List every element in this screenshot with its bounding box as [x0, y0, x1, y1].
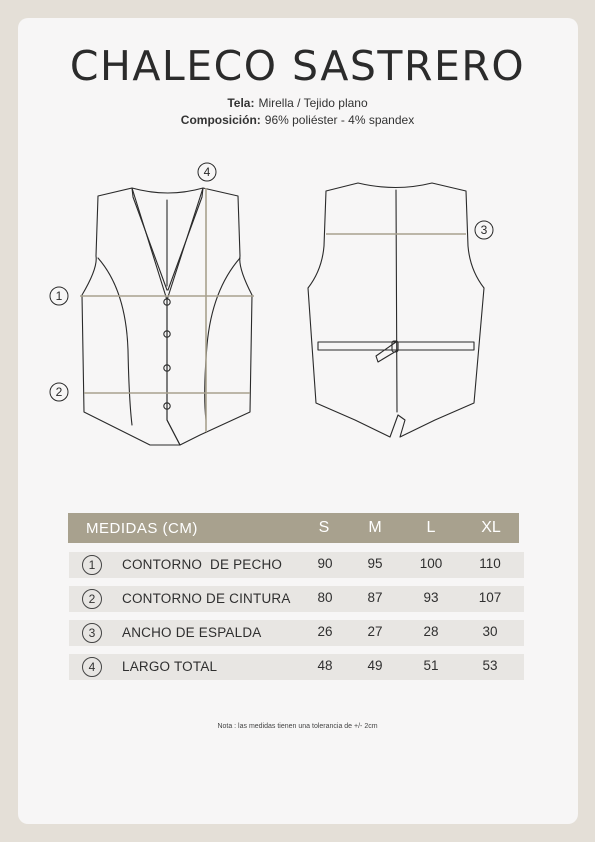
- row-number-badge: 4: [82, 657, 102, 677]
- row-number-badge: 2: [82, 589, 102, 609]
- size-header-s: S: [318, 519, 330, 536]
- size-header-m: M: [368, 519, 382, 536]
- value-l: 51: [423, 658, 439, 673]
- table-row: [69, 620, 524, 646]
- row-number-badge: 1: [82, 555, 102, 575]
- measure-label: CONTORNO DE PECHO: [122, 557, 283, 572]
- value-xl: 30: [482, 624, 498, 639]
- value-l: 28: [423, 624, 439, 639]
- value-m: 49: [367, 658, 383, 673]
- vest-front-illustration: [82, 188, 252, 445]
- measure-label: LARGO TOTAL: [122, 659, 218, 674]
- measurements-heading: MEDIDAS (CM): [86, 520, 198, 537]
- fabric-value: Mirella / Tejido plano: [258, 96, 368, 110]
- measure-label: CONTORNO DE CINTURA: [122, 591, 291, 606]
- table-row: [69, 586, 524, 612]
- value-xl: 110: [479, 556, 501, 571]
- value-l: 100: [419, 556, 443, 571]
- value-xl: 53: [482, 658, 498, 673]
- row-number-badge: 3: [82, 623, 102, 643]
- value-m: 87: [367, 590, 383, 605]
- value-xl: 107: [478, 590, 502, 605]
- marker-2-label: 2: [55, 385, 63, 399]
- vest-back-illustration: [308, 183, 484, 437]
- composition-label: Composición:: [180, 113, 261, 127]
- value-s: 80: [317, 590, 333, 605]
- tolerance-note: Nota : las medidas tienen una tolerancia de +/- 2cm: [217, 723, 378, 730]
- fabric-label: Tela:: [227, 96, 255, 110]
- table-row: [69, 552, 524, 578]
- value-l: 93: [423, 590, 439, 605]
- size-header-l: L: [426, 519, 436, 536]
- measure-label: ANCHO DE ESPALDA: [122, 625, 262, 640]
- marker-4-label: 4: [203, 165, 211, 179]
- page-title: CHALECO SASTRERO: [69, 42, 526, 90]
- marker-1-label: 1: [55, 289, 63, 303]
- marker-3-label: 3: [480, 223, 488, 237]
- value-s: 48: [317, 658, 333, 673]
- size-header-xl: XL: [481, 519, 501, 536]
- composition-value: 96% poliéster - 4% spandex: [264, 113, 415, 127]
- value-m: 27: [367, 624, 383, 639]
- table-row: [69, 654, 524, 680]
- value-s: 90: [317, 556, 333, 571]
- measurements-table-header: [68, 513, 519, 543]
- value-s: 26: [317, 624, 333, 639]
- value-m: 95: [367, 556, 383, 571]
